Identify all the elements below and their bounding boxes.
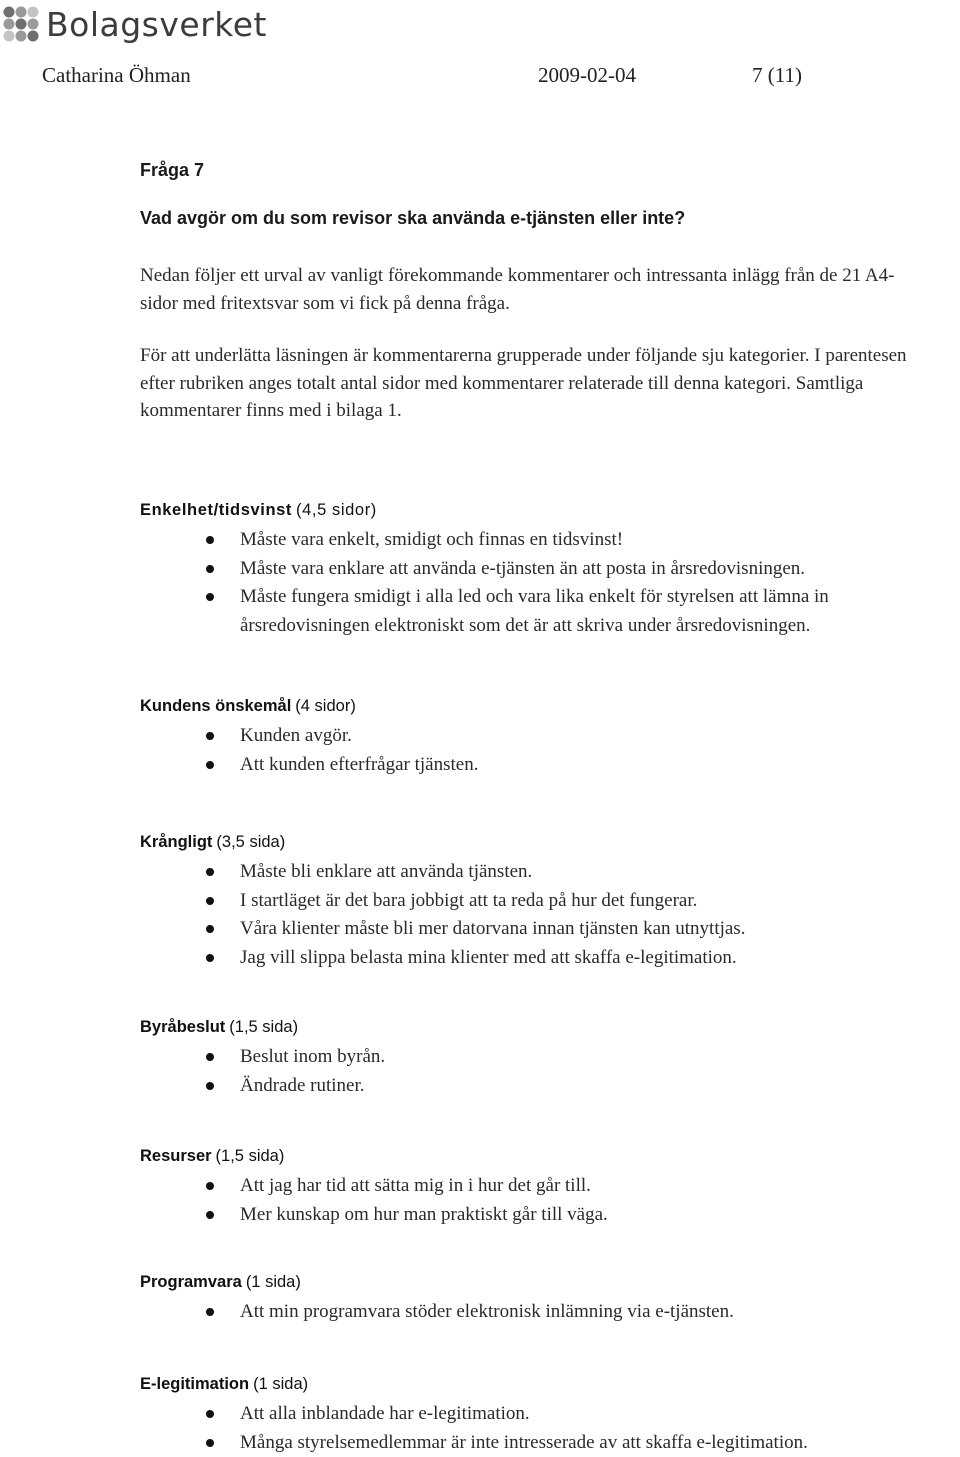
category-name: Kundens önskemål [140, 697, 291, 715]
question-number: Fråga 7 [140, 160, 204, 181]
list-item: Ändrade rutiner. [140, 1072, 940, 1101]
bolagsverket-logo [2, 2, 267, 46]
category-count: (1 sida) [253, 1375, 308, 1393]
category-name: Resurser [140, 1147, 212, 1165]
category-enkelhet [140, 500, 940, 640]
category-heading [140, 1017, 940, 1037]
list-item: I startläget är det bara jobbigt att ta reda på hur det fungerar. [140, 887, 940, 916]
list-item: Måste fungera smidigt i alla led och vara lika enkelt för styrelsen att lämna in årsredovisningen elektroniskt som det är att skriva under årsredovisningen. [140, 583, 940, 640]
category-count: (4 sidor) [295, 697, 356, 715]
category-heading [140, 500, 940, 520]
comment-list [140, 526, 940, 640]
category-name: Krångligt [140, 833, 212, 851]
logo-mark-icon [2, 5, 40, 43]
list-item: Beslut inom byrån. [140, 1043, 940, 1072]
list-item: Att jag har tid att sätta mig in i hur det går till. [140, 1172, 940, 1201]
category-count: (1,5 sida) [216, 1147, 285, 1165]
category-resurser [140, 1146, 940, 1229]
category-name: Byråbeslut [140, 1018, 225, 1036]
category-heading [140, 1374, 940, 1394]
list-item: Jag vill slippa belasta mina klienter med att skaffa e-legitimation. [140, 944, 940, 973]
category-name: Programvara [140, 1273, 242, 1291]
list-item: Mer kunskap om hur man praktiskt går till väga. [140, 1201, 940, 1230]
list-item: Kunden avgör. [140, 722, 940, 751]
category-heading [140, 696, 940, 716]
list-item: Våra klienter måste bli mer datorvana innan tjänsten kan utnyttjas. [140, 915, 940, 944]
category-programvara [140, 1272, 940, 1327]
comment-list [140, 1298, 940, 1327]
list-item: Att alla inblandade har e-legitimation. [140, 1400, 940, 1429]
category-name: Enkelhet/tidsvinst [140, 501, 292, 519]
category-count: (4,5 sidor) [296, 501, 377, 519]
category-byrabeslut [140, 1017, 940, 1100]
intro-paragraph-2: För att underlätta läsningen är kommentarerna grupperade under följande sju kategorier. I parentesen efter rubriken anges totalt antal sidor med kommentarer relaterade till denna kategori. Samtliga kommentarer finns med i bilaga 1. [140, 342, 930, 425]
category-count: (1 sida) [246, 1273, 301, 1291]
comment-list [140, 1043, 940, 1100]
category-kundens-onskemal [140, 696, 940, 779]
intro-paragraph-1: Nedan följer ett urval av vanligt förekommande kommentarer och intressanta inlägg från de 21 A4-sidor med fritextsvar som vi fick på denna fråga. [140, 262, 930, 317]
logo-text: Bolagsverket [46, 8, 267, 41]
comment-list [140, 1400, 940, 1457]
list-item: Måste vara enkelt, smidigt och finnas en tidsvinst! [140, 526, 940, 555]
category-krangligt [140, 832, 940, 972]
list-item: Många styrelsemedlemmar är inte intresserade av att skaffa e-legitimation. [140, 1429, 940, 1457]
list-item: Måste bli enklare att använda tjänsten. [140, 858, 940, 887]
category-name: E-legitimation [140, 1375, 249, 1393]
category-heading [140, 1272, 940, 1292]
comment-list [140, 1172, 940, 1229]
list-item: Att min programvara stöder elektronisk inlämning via e-tjänsten. [140, 1298, 940, 1327]
comment-list [140, 722, 940, 779]
category-heading [140, 1146, 940, 1166]
header-date: 2009-02-04 [538, 63, 636, 87]
header-author: Catharina Öhman [42, 63, 191, 87]
question-title: Vad avgör om du som revisor ska använda e-tjänsten eller inte? [140, 208, 685, 229]
comment-list [140, 858, 940, 972]
list-item: Måste vara enklare att använda e-tjänsten än att posta in årsredovisningen. [140, 555, 940, 584]
category-e-legitimation [140, 1374, 940, 1457]
category-count: (1,5 sida) [229, 1018, 298, 1036]
category-heading [140, 832, 940, 852]
header-page-number: 7 (11) [752, 63, 802, 87]
list-item: Att kunden efterfrågar tjänsten. [140, 751, 940, 780]
category-count: (3,5 sida) [216, 833, 285, 851]
